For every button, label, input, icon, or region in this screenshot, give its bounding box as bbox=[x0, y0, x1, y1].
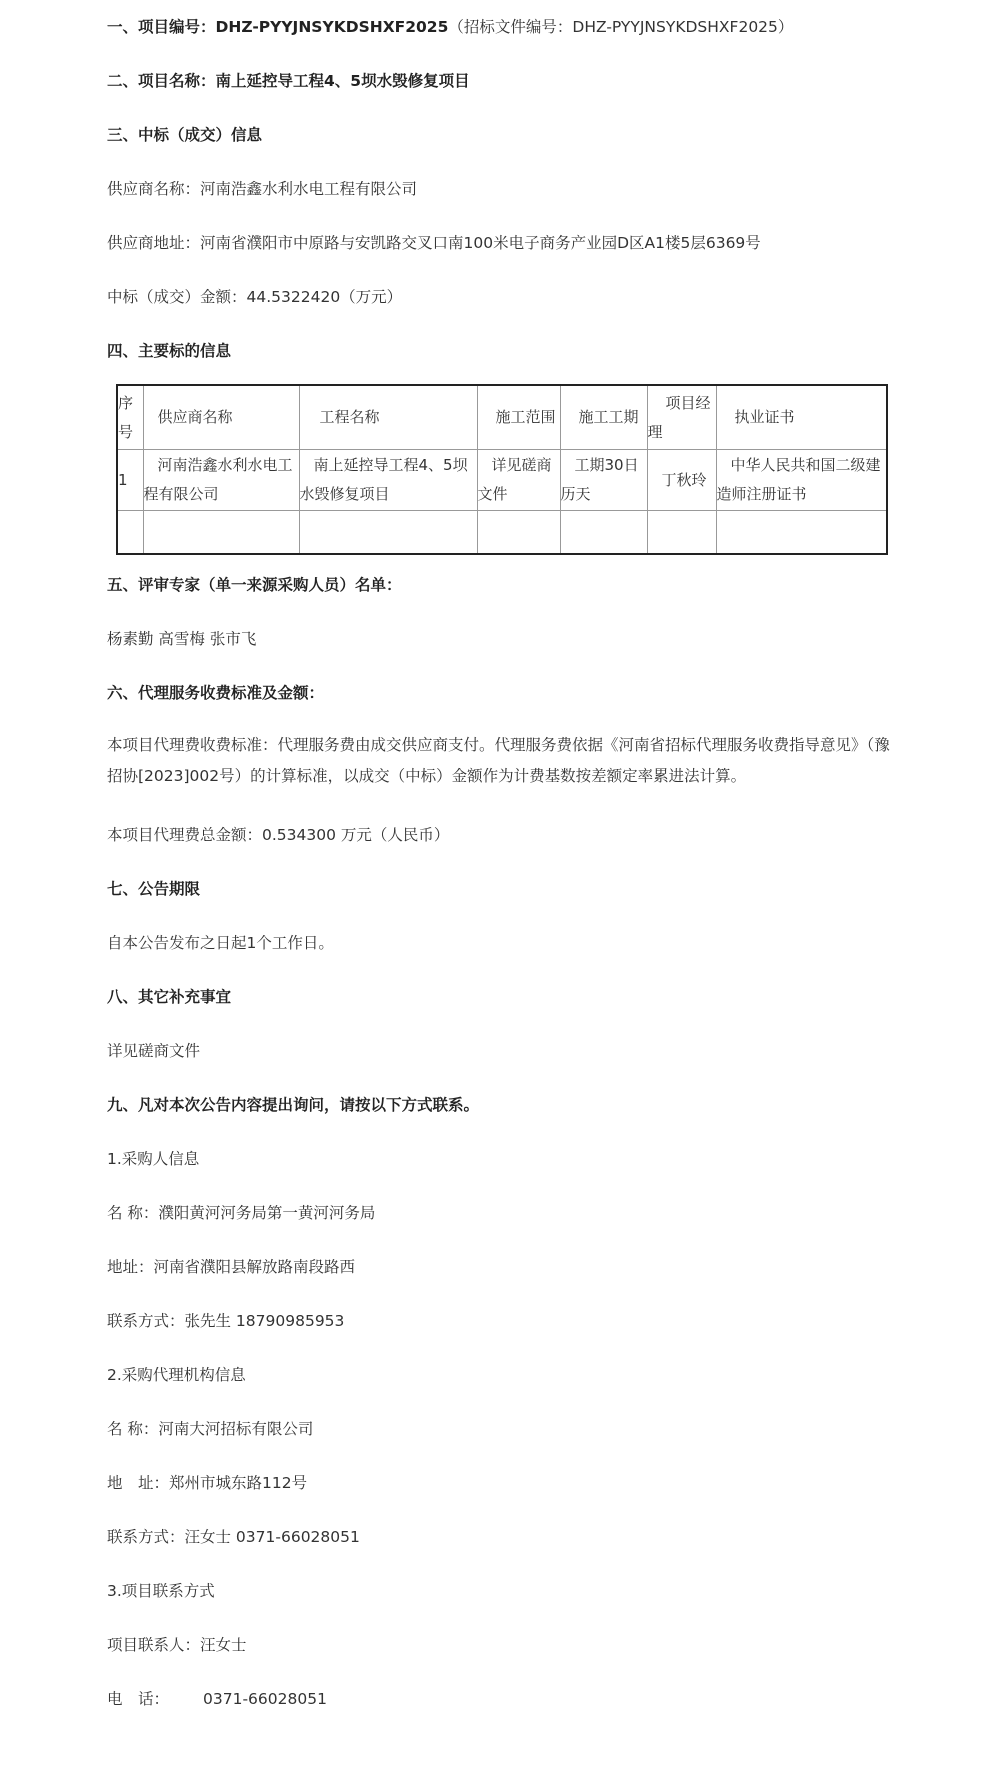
contact-heading: 九、凡对本次公告内容提出询问，请按以下方式联系。 bbox=[107, 1096, 480, 1114]
project-number-code: DHZ-PYYJNSYKDSHXF2025 bbox=[215, 18, 449, 36]
header-cell: 项目经理 bbox=[647, 385, 716, 450]
table-cell: 工期30日历天 bbox=[560, 450, 647, 511]
table-cell bbox=[299, 511, 477, 555]
purchaser-name: 名 称：濮阳黄河河务局第一黄河河务局 bbox=[107, 1204, 376, 1222]
main-items-heading: 四、主要标的信息 bbox=[107, 342, 232, 360]
table-cell bbox=[117, 511, 143, 555]
table-cell: 1 bbox=[117, 450, 143, 511]
header-cell: 施工工期 bbox=[560, 385, 647, 450]
agency-fee-standard: 本项目代理费收费标准：代理服务费由成交供应商支付。代理服务费依据《河南省招标代理服务收费指导意见》（豫招协[2023]002号）的计算标准，以成交（中标）金额作为计费基数按差额定率累进法计算。 bbox=[107, 736, 890, 785]
purchaser-heading: 1.采购人信息 bbox=[107, 1150, 200, 1168]
project-number-label: 一、项目编号： bbox=[107, 18, 216, 36]
table-cell bbox=[716, 511, 887, 555]
header-cell: 工程名称 bbox=[299, 385, 477, 450]
table-cell: 河南浩鑫水利水电工程有限公司 bbox=[143, 450, 299, 511]
agency-heading: 2.采购代理机构信息 bbox=[107, 1366, 246, 1384]
experts-names: 杨素勤 高雪梅 张市飞 bbox=[107, 630, 257, 648]
project-contact-person: 项目联系人：汪女士 bbox=[107, 1636, 247, 1654]
table-cell bbox=[143, 511, 299, 555]
project-contact-heading: 3.项目联系方式 bbox=[107, 1582, 215, 1600]
header-cell: 施工范围 bbox=[477, 385, 560, 450]
agency-fee-heading: 六、代理服务收费标准及金额： bbox=[107, 684, 325, 702]
purchaser-address: 地址：河南省濮阳县解放路南段路西 bbox=[107, 1258, 356, 1276]
supplier-name: 供应商名称：河南浩鑫水利水电工程有限公司 bbox=[107, 180, 418, 198]
notice-period-text: 自本公告发布之日起1个工作日。 bbox=[107, 934, 334, 952]
supplier-address: 供应商地址：河南省濮阳市中原路与安凯路交叉口南100米电子商务产业园D区A1楼5层6369号 bbox=[107, 234, 761, 252]
purchaser-contact: 联系方式：张先生 18790985953 bbox=[107, 1312, 345, 1330]
phone-label: 电 话： bbox=[107, 1690, 170, 1708]
supplementary-text: 详见磋商文件 bbox=[107, 1042, 201, 1060]
project-name-heading: 二、项目名称：南上延控导工程4、5坝水毁修复项目 bbox=[107, 72, 470, 90]
project-contact-phone-line bbox=[107, 1688, 327, 1710]
phone-number: 0371-66028051 bbox=[203, 1690, 327, 1708]
agency-name: 名 称：河南大河招标有限公司 bbox=[107, 1420, 314, 1438]
table-row bbox=[117, 450, 887, 511]
main-items-table bbox=[116, 384, 888, 555]
project-number-line bbox=[107, 16, 793, 38]
table-cell: 南上延控导工程4、5坝水毁修复项目 bbox=[299, 450, 477, 511]
header-cell: 供应商名称 bbox=[143, 385, 299, 450]
experts-heading: 五、评审专家（单一来源采购人员）名单： bbox=[107, 576, 402, 594]
header-cell: 序号 bbox=[117, 385, 143, 450]
table-cell: 详见磋商文件 bbox=[477, 450, 560, 511]
table-row bbox=[117, 511, 887, 555]
table-cell: 中华人民共和国二级建造师注册证书 bbox=[716, 450, 887, 511]
award-info-heading: 三、中标（成交）信息 bbox=[107, 126, 263, 144]
table-cell: 丁秋玲 bbox=[647, 450, 716, 511]
notice-period-heading: 七、公告期限 bbox=[107, 880, 201, 898]
table-header-row bbox=[117, 385, 887, 450]
award-amount: 中标（成交）金额：44.5322420（万元） bbox=[107, 288, 403, 306]
table-cell bbox=[477, 511, 560, 555]
agency-contact: 联系方式：汪女士 0371-66028051 bbox=[107, 1528, 360, 1546]
agency-address: 地 址：郑州市城东路112号 bbox=[107, 1474, 308, 1492]
agency-fee-total: 本项目代理费总金额：0.534300 万元（人民币） bbox=[107, 826, 450, 844]
header-cell: 执业证书 bbox=[716, 385, 887, 450]
supplementary-heading: 八、其它补充事宜 bbox=[107, 988, 232, 1006]
tender-number-note: （招标文件编号：DHZ-PYYJNSYKDSHXF2025） bbox=[448, 18, 794, 36]
table-cell bbox=[560, 511, 647, 555]
table-cell bbox=[647, 511, 716, 555]
